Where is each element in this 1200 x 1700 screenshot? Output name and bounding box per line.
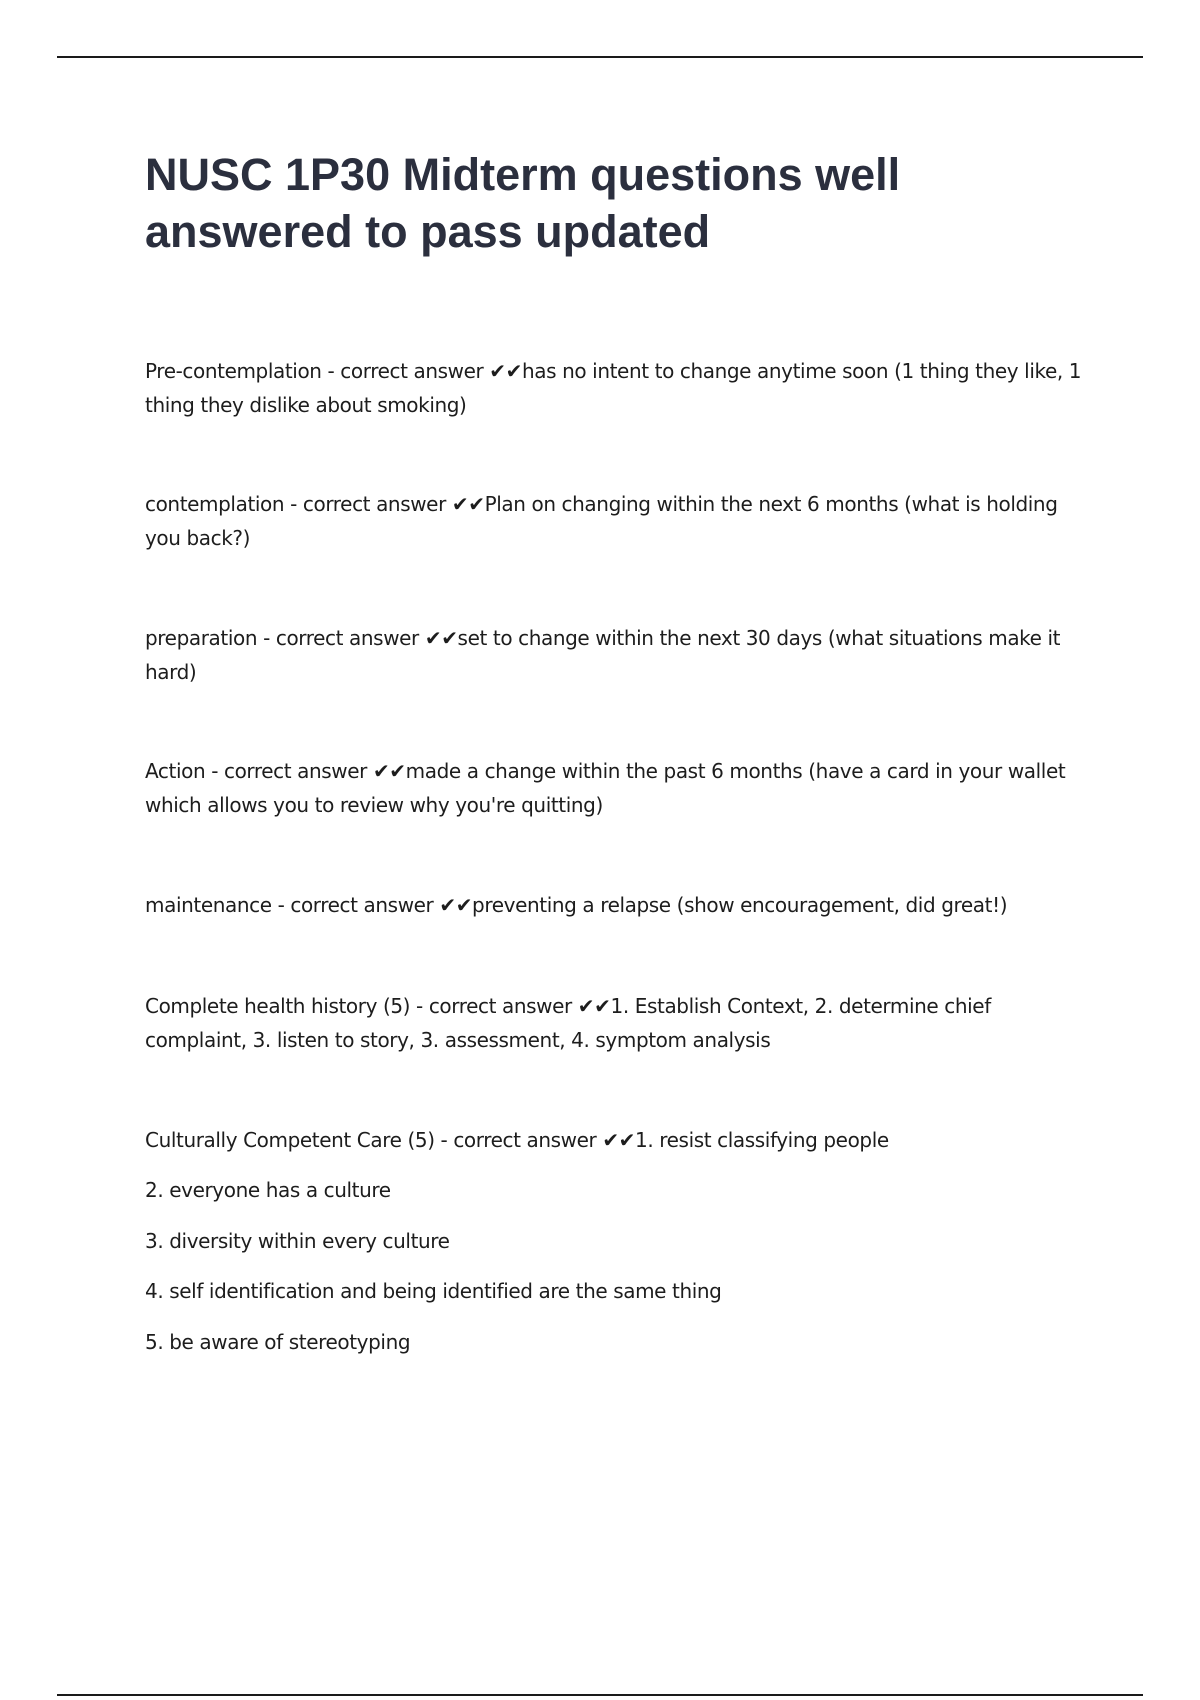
qa-entry-maintenance: maintenance - correct answer ✔✔preventing a relapse (show encouragement, did great!)	[145, 893, 1008, 917]
top-rule	[57, 56, 1143, 58]
qa-entry-precontemplation: Pre-contemplation - correct answer ✔✔has no intent to change anytime soon (1 thing they like, 1 thing they dislike about smoking)	[145, 359, 1082, 417]
qa-entry-preparation: preparation - correct answer ✔✔set to change within the next 30 days (what situations make it hard)	[145, 626, 1061, 684]
qa-entry-health-history: Complete health history (5) - correct answer ✔✔1. Establish Context, 2. determine chief complaint, 3. listen to story, 3. assessment, 4. symptom analysis	[145, 994, 991, 1052]
page-title: NUSC 1P30 Midterm questions well answered to pass updated	[145, 149, 901, 257]
qa-entry-contemplation: contemplation - correct answer ✔✔Plan on changing within the next 6 months (what is holding you back?)	[145, 492, 1058, 550]
qa-entry-action: Action - correct answer ✔✔made a change within the past 6 months (have a card in your wallet which allows you to review why you're quitting)	[145, 759, 1066, 817]
list-item: 4. self identification and being identified are the same thing	[145, 1279, 722, 1303]
qa-entry-cultural-care: Culturally Competent Care (5) - correct answer ✔✔1. resist classifying people	[145, 1128, 889, 1152]
list-item: 2. everyone has a culture	[145, 1178, 391, 1202]
bottom-rule	[57, 1694, 1143, 1696]
list-item: 5. be aware of stereotyping	[145, 1330, 411, 1354]
list-item: 3. diversity within every culture	[145, 1229, 450, 1253]
